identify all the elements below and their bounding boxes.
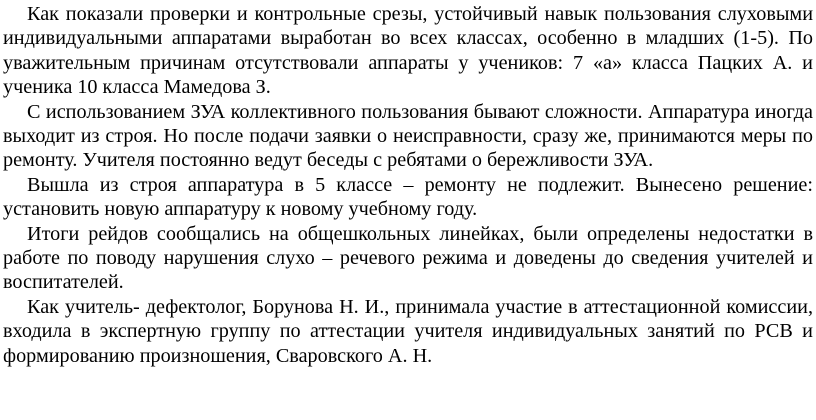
paragraph-raid-results: Итоги рейдов сообщались на общешкольных линейках, были определены недостатки в работе по поводу нарушения слухо – речевого режима и доведены до сведения учителей и воспитателей. — [3, 222, 813, 294]
paragraph-hearing-aid-skills: Как показали проверки и контрольные срезы, устойчивый навык пользования слуховыми индивидуальными аппаратами выработан во всех классах, особенно в младших (1-5). По уважительным причинам отсутствовали аппараты у учеников: 7 «а» класса Пацких А. и ученика 10 класса Мамедова З. — [3, 3, 813, 99]
paragraph-attestation: Как учитель- дефектолог, Борунова Н. И., принимала участие в аттестационной комиссии, входила в экспертную группу по аттестации учителя индивидуальных занятий по РСВ и формированию произношения, Сваровского А. Н. — [3, 295, 813, 367]
paragraph-broken-equipment: Вышла из строя аппаратура в 5 классе – ремонту не подлежит. Вынесено решение: установить новую аппаратуру к новому учебному году. — [3, 173, 813, 221]
paragraph-collective-devices: С использованием ЗУА коллективного пользования бывают сложности. Аппаратура иногда выходит из строя. Но после подачи заявки о неисправности, сразу же, принимаются меры по ремонту. Учителя постоянно ведут беседы с ребятами о бережливости ЗУА. — [3, 100, 813, 172]
